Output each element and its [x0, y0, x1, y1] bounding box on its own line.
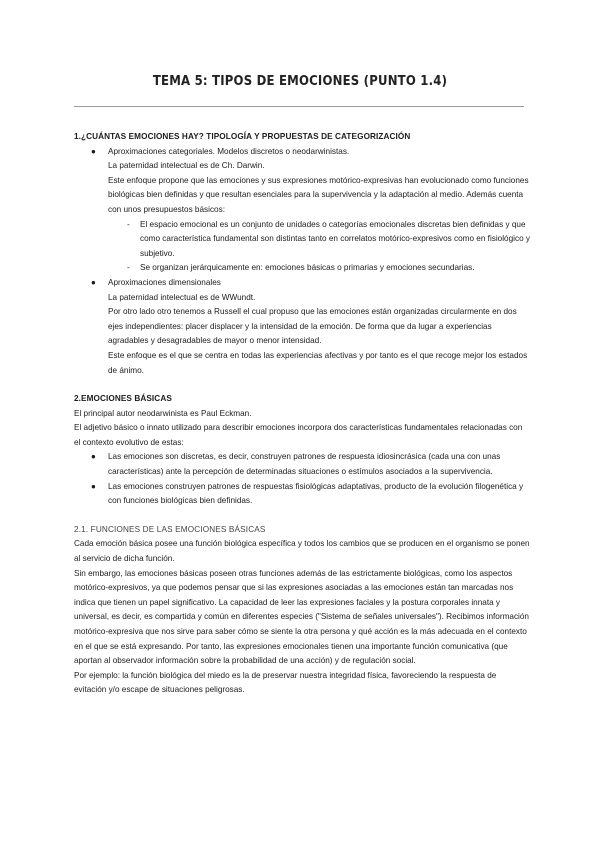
paragraph: El principal autor neodarwinista es Paul Eckman. [74, 408, 252, 418]
dash-icon: - [127, 263, 130, 273]
paragraph: Se organizan jerárquicamente en: emociones básicas o primarias y emociones secundarias. [140, 263, 475, 273]
paragraph: La paternidad intelectual es de WWundt. [108, 292, 256, 302]
bullet-icon: ● [91, 277, 96, 287]
title-divider [74, 106, 524, 107]
bullet-icon: ● [91, 452, 96, 462]
bullet-label: Aproximaciones dimensionales [108, 277, 221, 287]
paragraph: Por otro lado otro tenemos a Russell el cual propuso que las emociones están organizadas circularmente en dos ejes independientes: placer displacer y la intensidad de la emoción. De forma que da lugar a experiencias agradables y desagradables de mayor o menor intensidad. [108, 307, 517, 346]
paragraph: La paternidad intelectual es de Ch. Darwin. [108, 161, 265, 171]
dash-icon: - [127, 219, 130, 229]
bullet-icon: ● [91, 481, 96, 491]
list-item [74, 450, 530, 479]
paragraph: Este enfoque es el que se centra en todas las experiencias afectivas y por tanto es el que recoge mejor los estados de ánimo. [108, 350, 528, 375]
paragraph: Las emociones son discretas, es decir, construyen patrones de respuesta idiosincrásica (cada una con unas características) ante la percepción de determinadas situaciones o estímulos asociados a la supervivencia. [108, 452, 501, 477]
list-item [74, 480, 530, 509]
bullet-icon: ● [91, 146, 96, 156]
list-item [74, 145, 530, 218]
section-1-heading: 1.¿CUÁNTAS EMOCIONES HAY? TIPOLOGÍA Y PROPUESTAS DE CATEGORIZACIÓN [74, 132, 411, 141]
paragraph: El adjetivo básico o innato utilizado para describir emociones incorpora dos características fundamentales relacionadas con el contexto evolutivo de estas: [74, 423, 523, 447]
list-item [74, 218, 530, 262]
section-2-heading: 2.EMOCIONES BÁSICAS [74, 394, 172, 404]
page-title: TEMA 5: TIPOS DE EMOCIONES (PUNTO 1.4) [152, 74, 448, 89]
paragraph: Este enfoque propone que las emociones y sus expresiones motórico-expresivas han evolucionado como funciones biológicas bien definidas y que resultan esenciales para la supervivencia y la adaptación al medio. Además cuenta con unos presupuestos básicos: [108, 175, 529, 214]
paragraph: Por ejemplo: la función biológica del miedo es la de preservar nuestra integridad física, favoreciendo la respuesta de evitación y/o escape de situaciones peligrosas. [74, 670, 497, 695]
paragraph: El espacio emocional es un conjunto de unidades o categorías emocionales discretas bien definidas y que como característica fundamental son distintas tanto en correlatos motórico-expresivos como en fisiológico y subjetivo. [140, 219, 530, 258]
list-item [74, 261, 530, 276]
paragraph: Las emociones construyen patrones de respuestas fisiológicas adaptativas, producto de la evolución filogenética y con funciones biológicas bien definidas. [108, 481, 524, 506]
paragraph: Cada emoción básica posee una función biológica específica y todos los cambios que se producen en el organismo se ponen al servicio de dicha función. [74, 539, 530, 564]
paragraph: Sin embargo, las emociones básicas poseen otras funciones además de las estrictamente biológicas, como los aspectos motórico-expresivos, ya que podemos pensar que si las expresiones asociadas a las emociones están tan marcadas nos indica que tienen un papel significativo. La capacidad de leer las expresiones faciales y la postura corporales innata y universal, es decir, es compartida y común en diferentes especies ("Sistema de señales universales"). Recibimos información motórico-expresiva que nos sirve para saber cómo se siente la otra persona y qué acción es la más adecuada en el contexto en el que se está expresando. Por tanto, las expresiones emocionales tienen una importante función comunicativa (que aportan al observador información sobre la probabilidad de una acción) y de regulación social. [74, 568, 529, 666]
section-2-1-heading: 2.1. FUNCIONES DE LAS EMOCIONES BÁSICAS [74, 524, 266, 534]
list-item [74, 276, 530, 378]
bullet-label: Aproximaciones categoriales. Modelos discretos o neodarwinistas. [108, 146, 350, 156]
document-body [74, 130, 530, 698]
